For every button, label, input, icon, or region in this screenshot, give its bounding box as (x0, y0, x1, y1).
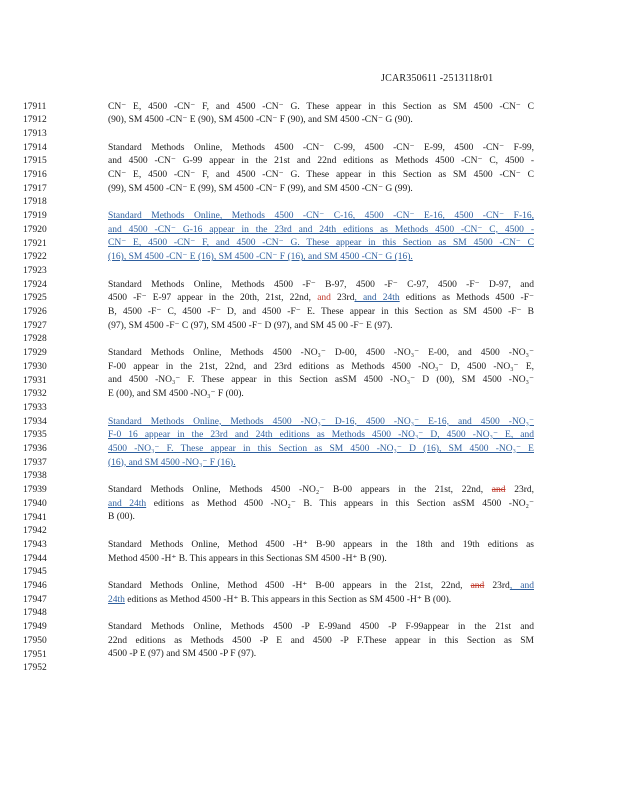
text-run: (90), SM 4500 -CN⁻ E (90), SM 4500 -CN⁻ F (90), and SM 4500 -CN⁻ G (90). (108, 115, 413, 126)
inserted-text: and 4500 -CN⁻ G-16 appear in the 23rd and 24th editions as Methods 4500 -CN⁻ C, 4500 - (108, 224, 534, 235)
text-run: 23rd, (505, 485, 534, 496)
text-line (108, 183, 534, 197)
line-number: 17921 (23, 238, 47, 249)
line-number: 17923 (23, 265, 47, 276)
line-number: 17952 (23, 663, 47, 674)
text-run: B, 4500 -F⁻ C, 4500 -F⁻ D, and 4500 -F⁻ E. These appear in this Section as SM 4500 -F⁻ B (108, 306, 534, 317)
inserted-text: CN⁻ E, 4500 -CN⁻ F, and 4500 -CN⁻ G. These appear in this Section as SM 4500 -CN⁻ C (108, 238, 534, 249)
paragraph (108, 347, 534, 402)
paragraph (108, 484, 534, 525)
text-run: editions as Methods 4500 -F⁻ (399, 293, 534, 304)
inserted-paragraph (108, 416, 534, 471)
text-line (108, 648, 534, 662)
text-run: Standard Methods Online, Method 4500 -H⁺ B-00 appears in the 21st, 22nd, (108, 581, 471, 591)
text-run: (99), SM 4500 -CN⁻ E (99), SM 4500 -CN⁻ F (99), and SM 4500 -CN⁻ G (99). (108, 183, 413, 194)
line-number: 17937 (23, 457, 47, 468)
inserted-text: 24th (108, 594, 125, 605)
text-run: CN⁻ E, 4500 -CN⁻ F, and 4500 -CN⁻ G. These appear in this Section as SM 4500 -CN⁻ C (108, 169, 534, 180)
text-run: Standard Methods Online, Methods 4500 -NO₃⁻ D-00, 4500 -NO₃⁻ E-00, and 4500 -NO₃⁻ (108, 348, 534, 359)
text-line (108, 142, 534, 156)
line-number: 17919 (23, 211, 47, 222)
line-number: 17917 (23, 183, 47, 194)
line-number: 17933 (23, 402, 47, 413)
text-run: 23rd (484, 581, 510, 591)
inserted-text: , and 24th (354, 293, 400, 304)
text-run: Standard Methods Online, Methods 4500 -CN⁻ C-99, 4500 -CN⁻ E-99, 4500 -CN⁻ F-99, (108, 142, 534, 153)
paragraph (108, 142, 534, 197)
line-number: 17911 (23, 101, 47, 112)
inserted-text: , and (509, 581, 534, 591)
line-number: 17951 (23, 649, 47, 660)
inserted-text: Standard Methods Online, Methods 4500 -NO₃⁻ D-16, 4500 -NO₃⁻ E-16, and 4500 -NO₃⁻ (108, 416, 534, 427)
line-number: 17926 (23, 307, 47, 317)
line-number: 17946 (23, 581, 47, 591)
text-line (108, 416, 534, 430)
inserted-paragraph (108, 210, 534, 265)
text-line (108, 114, 534, 128)
text-run: Standard Methods Online, Method 4500 -H⁺ B-90 appears in the 18th and 19th editions as (108, 539, 534, 550)
text-line (108, 457, 534, 471)
line-number: 17913 (23, 128, 47, 139)
text-line (108, 361, 534, 375)
text-line (108, 580, 534, 594)
text-line (108, 237, 534, 251)
text-run: B (00). (108, 512, 135, 523)
line-number: 17912 (23, 115, 47, 126)
text-line (108, 553, 534, 567)
line-number: 17944 (23, 553, 47, 564)
text-run: CN⁻ E, 4500 -CN⁻ F, and 4500 -CN⁻ G. These appear in this Section as SM 4500 -CN⁻ C (108, 101, 534, 112)
text-line (108, 539, 534, 553)
text-line (108, 210, 534, 224)
text-run: 23rd (330, 293, 355, 304)
document-id-header: JCAR350611 -2513118r01 (381, 73, 494, 84)
text-run: Method 4500 -H⁺ B. This appears in this Sectionas SM 4500 -H⁺ B (90). (108, 553, 387, 564)
text-run: Standard Methods Online, Methods 4500 -F⁻ B-97, 4500 -F⁻ C-97, 4500 -F⁻ D-97, and (108, 279, 534, 290)
inserted-text: and 24th (108, 498, 147, 509)
line-number: 17941 (23, 512, 47, 523)
paragraph (108, 539, 534, 566)
text-line (108, 155, 534, 169)
text-run: (97), SM 4500 -F⁻ C (97), SM 4500 -F⁻ D (97), and SM 45 00 -F⁻ E (97). (108, 320, 393, 331)
text-line (108, 388, 534, 402)
line-number: 17935 (23, 430, 47, 441)
revised-text: and (317, 293, 331, 304)
text-line (108, 443, 534, 457)
line-number: 17950 (23, 635, 47, 646)
text-line (108, 320, 534, 334)
text-line (108, 594, 534, 608)
line-number: 17924 (23, 279, 47, 290)
text-line (108, 347, 534, 361)
inserted-text: F-0 16 appear in the 23rd and 24th editions as Methods 4500 -NO₃⁻ D, 4500 -NO₃⁻ E, and (108, 430, 534, 441)
text-line (108, 511, 534, 525)
deleted-text: and (491, 485, 506, 496)
line-number: 17915 (23, 156, 47, 167)
text-run: editions as Method 4500 -H⁺ B. This appears in this Section as SM 4500 -H⁺ B (00). (124, 594, 452, 605)
text-line (108, 224, 534, 238)
line-number: 17930 (23, 361, 47, 372)
line-number: 17928 (23, 334, 47, 345)
text-line (108, 279, 534, 293)
inserted-text: 4500 -NO₃⁻ F. These appear in this Section as SM 4500 -NO₃⁻ D (16), SM 4500 -NO₃⁻ E (108, 443, 534, 454)
text-run: Standard Methods Online, Methods 4500 -P E-99and 4500 -P F-99appear in the 21st and (108, 622, 534, 633)
text-line (108, 251, 534, 265)
line-number: 17942 (23, 526, 47, 537)
line-number: 17914 (23, 142, 47, 153)
inserted-text: (16), and SM 4500 -NO₃⁻ F (16). (108, 457, 236, 468)
text-line (108, 621, 534, 635)
text-run: E (00), and SM 4500 -NO₃⁻ F (00). (108, 389, 244, 400)
text-run: and 4500 -CN⁻ G-99 appear in the 21st and 22nd editions as Methods 4500 -CN⁻ C, 4500 - (108, 156, 534, 167)
text-line (108, 498, 534, 512)
line-number: 17949 (23, 622, 47, 633)
line-number: 17932 (23, 389, 47, 400)
deleted-text: and (470, 581, 485, 591)
line-number: 17931 (23, 375, 47, 386)
line-number: 17938 (23, 471, 47, 482)
text-line (108, 635, 534, 649)
text-run: and 4500 -NO₃⁻ F. These appear in this Section asSM 4500 -NO₃⁻ D (00), SM 4500 -NO₃⁻ (108, 375, 534, 386)
text-run: 22nd editions as Methods 4500 -P E and 4500 -P F.These appear in this Section as SM (108, 635, 534, 646)
text-line (108, 429, 534, 443)
line-number: 17940 (23, 498, 47, 509)
text-line (108, 169, 534, 183)
line-number: 17918 (23, 197, 47, 208)
text-run: Standard Methods Online, Methods 4500 -NO₂⁻ B-00 appears in the 21st, 22nd, (108, 485, 492, 496)
text-line (108, 306, 534, 320)
paragraph (108, 101, 534, 128)
line-number: 17936 (23, 444, 47, 454)
text-run: 4500 -P E (97) and SM 4500 -P F (97). (108, 649, 257, 660)
line-number: 17929 (23, 348, 47, 359)
inserted-text: Standard Methods Online, Methods 4500 -CN⁻ C-16, 4500 -CN⁻ E-16, 4500 -CN⁻ F-16, (108, 211, 534, 222)
text-line (108, 292, 534, 306)
line-number: 17943 (23, 539, 47, 550)
text-run: editions as Method 4500 -NO₂⁻ B. This appears in this Section asSM 4500 -NO₂⁻ (146, 498, 534, 509)
text-run: F-00 appear in the 21st, 22nd, and 23rd editions as Methods 4500 -NO₃⁻ D, 4500 -NO₃⁻ E, (108, 361, 534, 372)
paragraph (108, 279, 534, 334)
inserted-text: (16), SM 4500 -CN⁻ E (16), SM 4500 -CN⁻ F (16), and SM 4500 -CN⁻ G (16). (108, 252, 413, 263)
line-number: 17945 (23, 567, 47, 578)
line-number: 17947 (23, 594, 47, 605)
line-number: 17920 (23, 224, 47, 235)
paragraph (108, 621, 534, 662)
line-number: 17939 (23, 485, 47, 496)
line-number: 17934 (23, 416, 47, 427)
text-run: 4500 -F⁻ E-97 appear in the 20th, 21st, 22nd, (108, 293, 318, 304)
paragraph (108, 580, 534, 607)
text-line (108, 484, 534, 498)
text-line (108, 101, 534, 115)
line-number: 17948 (23, 608, 47, 619)
line-number: 17925 (23, 293, 47, 304)
line-number: 17922 (23, 252, 47, 263)
line-number: 17927 (23, 320, 47, 331)
line-number: 17916 (23, 170, 47, 180)
text-line (108, 374, 534, 388)
